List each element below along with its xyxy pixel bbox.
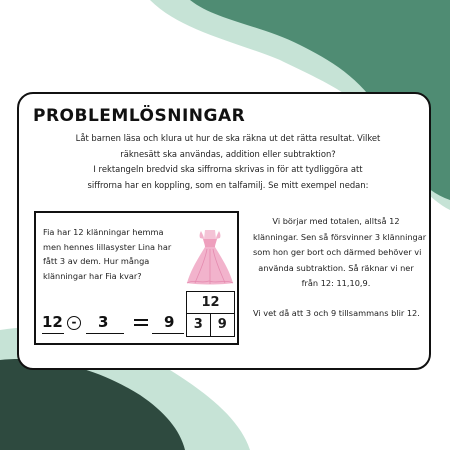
intro-line: räknesätt ska användas, addition eller subtraktion?: [120, 148, 336, 159]
intro-line: I rektangeln bredvid ska siffrorna skrivas in för att tydliggöra att: [93, 164, 363, 174]
question-line: Fia har 12 klänningar hemma: [43, 227, 164, 237]
family-part-1: 3: [187, 314, 211, 336]
explanation-line: som hon ger bort och därmed behöver vi: [253, 247, 422, 257]
explanation-line: Vi börjar med totalen, alltså 12: [272, 216, 400, 226]
intro-text: [33, 131, 423, 193]
explanation-line: använda subtraktion. Så räknar vi ner: [258, 262, 414, 273]
question-line: fått 3 av dem. Hur många: [43, 256, 150, 266]
word-problem: [43, 225, 185, 283]
family-part-2: 9: [217, 317, 227, 332]
intro-line: Låt barnen läsa och klura ut hur de ska räkna ut det rätta resultat. Vilket: [75, 133, 381, 143]
page-title: PROBLEMLÖSNINGAR: [33, 106, 246, 126]
question-line: men hennes lillasyster Lina har: [43, 241, 172, 252]
equals-sign: [134, 319, 148, 328]
explanation-line: klänningar. Sen så försvinner 3 klänningar: [253, 231, 427, 242]
example-box: [34, 211, 239, 345]
equation-operand-b: 3: [98, 313, 109, 331]
number-family-box: [186, 291, 235, 337]
conclusion: Vi vet då att 3 och 9 tillsammans blir 12.: [253, 307, 420, 318]
family-total: 12: [187, 292, 234, 314]
equation: [42, 313, 182, 335]
equation-result: 9: [164, 313, 175, 331]
intro-line: siffrorna har en koppling, som en talfamilj. Se mitt exempel nedan:: [87, 179, 369, 190]
explanation-text: [253, 214, 427, 321]
minus-operator: -: [67, 316, 81, 330]
answer-line: [86, 333, 124, 334]
answer-line: [152, 333, 184, 334]
pink-dress-icon: [185, 227, 235, 285]
answer-line: [42, 333, 64, 334]
problem-solving-card: [17, 92, 431, 370]
question-line: klänningar har Fia kvar?: [43, 270, 142, 281]
equation-operand-a: 12: [42, 313, 63, 331]
explanation-line: från 12: 11,10,9.: [301, 278, 371, 288]
